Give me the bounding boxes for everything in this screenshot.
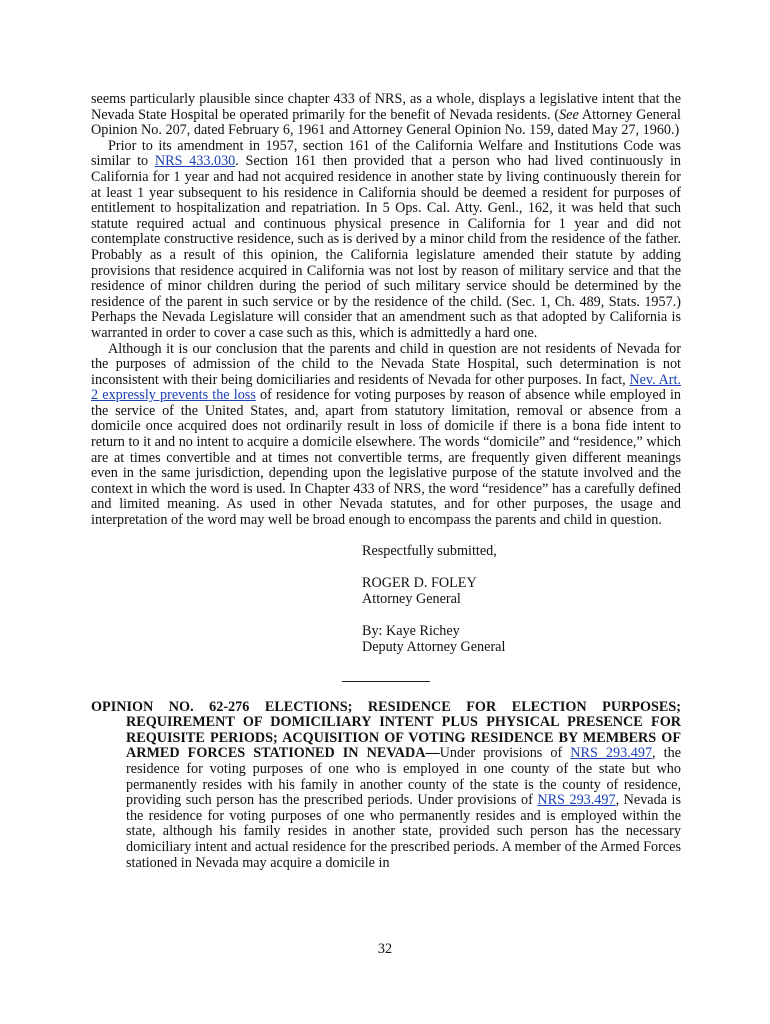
paragraph-2-text-a: Prior to its amendment in 1957, section 161 of the California Welfare and Institutions Code was similar to [91, 137, 681, 170]
signer-block [362, 575, 681, 607]
paragraph-3-text-a: Although it is our conclusion that the parents and child in question are not residents of Nevada for the purposes of admission of the child to the Nevada State Hospital, such determination is not inconsistent with their being domiciliaries and residents of Nevada for other purposes. In fact, [91, 340, 681, 388]
opinion-text-a: Under provisions of [439, 745, 571, 762]
nrs-433-030-link[interactable]: NRS 433.030 [154, 153, 236, 170]
page-number: 32 [377, 941, 393, 957]
section-divider [342, 681, 430, 682]
paragraph-1-text-a: seems particularly plausible since chapter 433 of NRS, as a whole, displays a legislative intent that the Nevada State Hospital be operated primarily for the benefit of Nevada residents. ( [91, 91, 681, 123]
signer-title: Attorney General [362, 590, 461, 607]
nev-art-2-link[interactable]: Nev. Art. 2 expressly prevents the loss [91, 371, 681, 404]
paragraph-3-text-b: of residence for voting purposes by reason of absence while employed in the service of the United States, and, apart from statutory limitation, removal or absence from a domicile once acquired does not ordinarily result in loss of domicile if there is a bona fide intent to return to it and no intent to acquire a domicile elsewhere. The words “domicile” and “residence,” which are at times convertible and at times not convertible terms, are frequently given different meanings even in the same jurisdiction, depending upon the legislative purpose of the statute involved and the context in which the word is used. In Chapter 433 of NRS, the word “residence” has a carefully defined and limited meaning. As used in other Nevada statutes, and for other purposes, the usage and interpretation of the word may well be broad enough to encompass the parents and child in question. [91, 387, 681, 529]
paragraph-1-text-b: Attorney General Opinion No. 207, dated February 6, 1961 and Attorney General Opinion No. 159, dated May 27, 1960.) [91, 106, 682, 139]
paragraph-2 [91, 139, 681, 342]
closing-text: Respectfully submitted, [362, 542, 497, 559]
see-italic: See [559, 106, 579, 123]
paragraph-2-text-b: . Section 161 then provided that a person who had lived continuously in California for 1 year and had not acquired residence in another state by living continuously therein for at least 1 year subsequent to his residence in California should be deemed a resident for purposes of entitlement to hospitalization and repatriation. In 5 Ops. Cal. Atty. Genl., 162, it was held that such statute required actual and continuous physical presence in California for 1 year and did not contemplate constructive residence, such as is derived by a minor child from the residence of the father. Probably as a result of this opinion, the California legislature amended their statute by adding provisions that residence acquired in California was not lost by reason of military service and that the residence of minor children during the period of such military service should be determined by the residence of the parent in such service or by the residence of the child. (Sec. 1, Ch. 489, Stats. 1957.) Perhaps the Nevada Legislature will consider that an amendment such as that adopted by California is warranted in order to cover a case such as this, which is admittedly a hard one. [91, 153, 681, 341]
opinion-text-b: , the residence for voting purposes of one who is employed in one county of the state but who permanently resides with his family in another county of the state is the county of residence, providing such person has the prescribed periods. Under provisions of [126, 745, 681, 809]
deputy-name: By: Kaye Richey [362, 622, 460, 639]
opinion-text-c: , Nevada is the residence for voting purposes of one who permanently resides and is employed within the state, although his family resides in another state, provided such person has the necessary domiciliary intent and actual residence for the prescribed periods. A member of the Armed Forces stationed in Nevada may acquire a domicile in [126, 792, 681, 871]
closing-block [362, 543, 681, 559]
nrs-293-497-link-2[interactable]: NRS 293.497 [537, 792, 616, 809]
deputy-block [362, 623, 681, 655]
opinion-heading: OPINION NO. 62-276 ELECTIONS; RESIDENCE FOR ELECTION PURPOSES; REQUIREMENT OF DOMICILIARY INTENT PLUS PHYSICAL PRESENCE FOR REQUISITE PERIODS; ACQUISITION OF VOTING RESIDENCE BY MEMBERS OF ARMED FORCES STATIONED IN NEVADA— [91, 698, 681, 762]
document-page [91, 92, 681, 871]
opinion-paragraph [91, 700, 681, 872]
nrs-293-497-link-1[interactable]: NRS 293.497 [570, 745, 653, 762]
paragraph-3 [91, 342, 681, 529]
signer-name: ROGER D. FOLEY [362, 574, 477, 591]
paragraph-1 [91, 92, 681, 139]
signature-block [362, 543, 681, 655]
deputy-title: Deputy Attorney General [362, 638, 506, 655]
